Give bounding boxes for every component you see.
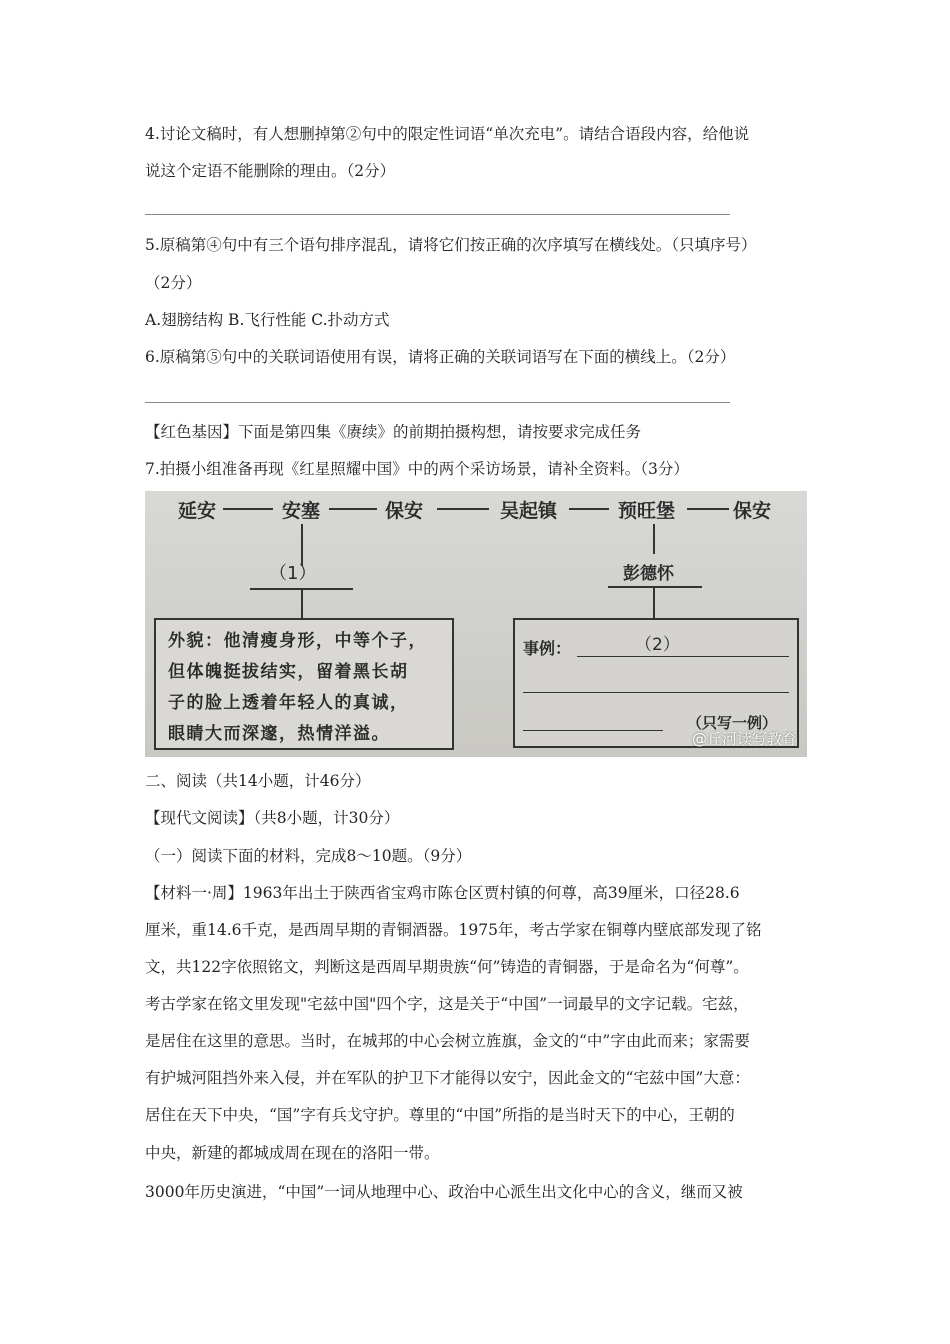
route-connector bbox=[687, 508, 729, 510]
appearance-line: 但体魄挺拔结实，留着黑长胡 bbox=[168, 662, 409, 682]
material-line: 文，共122字依照铭文，判断这是西周早期贵族“何”铸造的青铜器，于是命名为“何尊”。 bbox=[145, 958, 749, 976]
interview-scene-photo bbox=[145, 491, 807, 757]
part-1-instruction: （一）阅读下面的材料，完成8～10题。（9分） bbox=[145, 847, 472, 865]
connector-right-top bbox=[653, 524, 655, 554]
answer-line-q6 bbox=[145, 402, 730, 403]
q6-line1: 6.原稿第⑤句中的关联词语使用有误，请将正确的关联词语写在下面的横线上。（2分） bbox=[145, 348, 736, 366]
red-gene-heading: 【红色基因】下面是第四集《赓续》的前期拍摄构想，请按要求完成任务 bbox=[145, 423, 642, 441]
route-stop: 延安 bbox=[178, 500, 217, 522]
section-2-heading: 二、阅读（共14小题，计46分） bbox=[145, 772, 371, 790]
route-connector bbox=[223, 508, 273, 510]
example-line-2 bbox=[523, 692, 789, 693]
route-stop: 预旺堡 bbox=[618, 500, 676, 522]
watermark: @丘河读写教育 bbox=[691, 730, 797, 748]
person-underline bbox=[608, 586, 702, 588]
blank-2-label: （2） bbox=[635, 635, 680, 655]
q7-line1: 7.拍摄小组准备再现《红星照耀中国》中的两个采访场景，请补全资料。（3分） bbox=[145, 460, 689, 478]
appearance-line: 外貌：他清瘦身形，中等个子， bbox=[168, 631, 427, 651]
q4-line1: 4.讨论文稿时，有人想删掉第②句中的限定性词语“单次充电”。请结合语段内容，给他说 bbox=[145, 125, 750, 143]
q5-options: A.翅膀结构 B.飞行性能 C.扑动方式 bbox=[145, 311, 390, 329]
appearance-line: 眼睛大而深邃，热情洋溢。 bbox=[168, 724, 390, 744]
material-line: 是居住在这里的意思。当时，在城邦的中心会树立旌旗，金文的“中”字由此而来；家需要 bbox=[145, 1032, 750, 1050]
material-line: 居住在天下中央，“国”字有兵戈守护。尊里的“中国”所指的是当时天下的中心，王朝的 bbox=[145, 1106, 735, 1124]
modern-reading-heading: 【现代文阅读】（共8小题，计30分） bbox=[145, 809, 400, 827]
material-line: 【材料一·周】1963年出土于陕西省宝鸡市陈仓区贾村镇的何尊，高39厘米，口径28.6 bbox=[145, 884, 740, 902]
material-line: 厘米，重14.6千克，是西周早期的青铜酒器。1975年，考古学家在铜尊内壁底部发现了铭 bbox=[145, 921, 762, 939]
q4-line2: 说这个定语不能删除的理由。（2分） bbox=[145, 162, 396, 180]
route-connector bbox=[437, 508, 489, 510]
blank-1-label: （1） bbox=[269, 563, 317, 584]
material-line: 3000年历史演进，“中国”一词从地理中心、政治中心派生出文化中心的含义，继而又被 bbox=[145, 1183, 743, 1201]
material-line: 考古学家在铭文里发现"宅兹中国"四个字，这是关于“中国”一词最早的文字记载。宅兹， bbox=[145, 995, 749, 1013]
example-note: （只写一例） bbox=[687, 714, 778, 732]
connector-right-bottom bbox=[653, 588, 655, 618]
person-name: 彭德怀 bbox=[623, 564, 674, 584]
example-line-1 bbox=[577, 656, 789, 657]
q5-line2: （2分） bbox=[145, 274, 202, 292]
appearance-line: 子的脸上透着年轻人的真诚， bbox=[168, 693, 409, 713]
q5-line1: 5.原稿第④句中有三个语句排序混乱，请将它们按正确的次序填写在横线处。（只填序号） bbox=[145, 236, 757, 254]
route-stop: 保安 bbox=[385, 500, 424, 522]
example-line-3 bbox=[523, 730, 663, 731]
route-connector bbox=[329, 508, 377, 510]
route-connector bbox=[569, 508, 609, 510]
route-stop: 吴起镇 bbox=[500, 500, 558, 522]
answer-line-q4 bbox=[145, 214, 730, 215]
appearance-box bbox=[154, 618, 454, 750]
example-label: 事例： bbox=[523, 639, 572, 658]
material-line: 有护城河阻挡外来入侵，并在军队的护卫下才能得以安宁，因此金文的“宅兹中国”大意： bbox=[145, 1069, 750, 1087]
route-stop: 保安 bbox=[733, 500, 772, 522]
material-line: 中央，新建的都城成周在现在的洛阳一带。 bbox=[145, 1144, 440, 1162]
route-stop: 安塞 bbox=[282, 500, 321, 522]
connector-left-bottom bbox=[301, 590, 303, 618]
